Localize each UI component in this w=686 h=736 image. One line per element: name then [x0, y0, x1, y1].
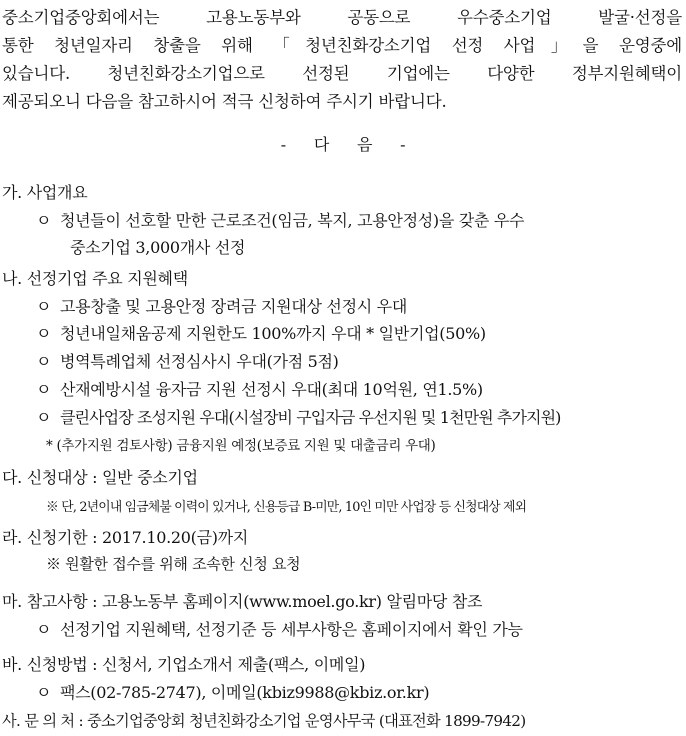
bullet-icon: ㅇ	[36, 352, 52, 371]
intro-line-3: 있습니다. 청년친화강소기업으로 선정된 기업에는 다양한 정부지원혜택이	[2, 64, 682, 83]
section-ma-item	[36, 617, 523, 640]
section-na-item-text: 고용창출 및 고용안정 장려금 지원대상 선정시 우대	[60, 297, 407, 316]
section-ga-item-text: 청년들이 선호할 만한 근로조건(임금, 복지, 고용안정성)을 갖춘 우수	[60, 211, 525, 230]
section-ba-item	[36, 680, 429, 703]
section-ga-title: 가. 사업개요	[2, 183, 88, 202]
section-na-item-text: 산재예방시설 융자금 지원 선정시 우대(최대 10억원, 연1.5%)	[60, 380, 483, 399]
section-ra-note: ※ 원활한 접수를 위해 조속한 신청 요청	[46, 555, 301, 573]
bullet-icon: ㅇ	[36, 408, 51, 427]
intro-line-4: 제공되오니 다음을 참고하시어 적극 신청하여 주시기 바랍니다.	[2, 92, 447, 111]
section-ra-title: 라. 신청기한 : 2017.10.20(금)까지	[2, 528, 248, 547]
section-na-title: 나. 선정기업 주요 지원혜택	[2, 269, 188, 288]
section-na-item-text: 클린사업장 조성지원 우대(시설장비 구입자금 우선지원 및 1천만원 추가지원)	[60, 408, 561, 427]
section-na-item-text: 병역특례업체 선정심사시 우대(가점 5점)	[60, 352, 339, 371]
section-na-item-text: 청년내일채움공제 지원한도 100%까지 우대 * 일반기업(50%)	[60, 324, 486, 343]
section-sa-title: 사. 문 의 처 : 중소기업중앙회 청년친화강소기업 운영사무국 (대표전화 1899-7942)	[2, 712, 526, 730]
bullet-icon: ㅇ	[36, 297, 52, 316]
section-na-note: * (추가지원 검토사항) 금융지원 예정(보증료 지원 및 대출금리 우대)	[46, 438, 436, 454]
section-na-item	[36, 377, 483, 400]
section-ga-item-cont: 중소기업 3,000개사 선정	[70, 238, 246, 257]
divider-dash-right: -	[400, 135, 406, 154]
bullet-icon: ㅇ	[36, 211, 52, 230]
section-ma-title: 마. 참고사항 : 고용노동부 홈페이지(www.moel.go.kr) 알림마당 참조	[2, 592, 483, 611]
section-ma-item-text: 선정기업 지원혜택, 선정기준 등 세부사항은 홈페이지에서 확인 가능	[60, 620, 523, 639]
intro-line-1: 중소기업중앙회에서는 고용노동부와 공동으로 우수중소기업 발굴·선정을	[2, 8, 682, 27]
section-da-title: 다. 신청대상 : 일반 중소기업	[2, 468, 198, 487]
bullet-icon: ㅇ	[36, 683, 52, 702]
section-na-item	[36, 349, 339, 372]
divider-heading	[0, 132, 686, 155]
bullet-icon: ㅇ	[36, 620, 52, 639]
section-na-item	[36, 405, 561, 428]
section-ba-title: 바. 신청방법 : 신청서, 기업소개서 제출(팩스, 이메일)	[2, 655, 366, 674]
section-ba-item-text: 팩스(02-785-2747), 이메일(kbiz9988@kbiz.or.kr)	[60, 683, 430, 702]
divider-dash-left: -	[280, 135, 286, 154]
section-na-item	[36, 321, 486, 344]
section-da-note: ※ 단, 2년이내 임금체불 이력이 있거나, 신용등급 B-미만, 10인 미만 사업장 등 신청대상 제외	[46, 500, 527, 515]
intro-paragraph	[2, 4, 682, 116]
bullet-icon: ㅇ	[36, 380, 52, 399]
intro-line-2: 통한 청년일자리 창출을 위해 「청년친화강소기업 선정 사업」을 운영중에	[2, 36, 682, 55]
section-ga-item	[36, 208, 524, 231]
bullet-icon: ㅇ	[36, 324, 52, 343]
divider-word-2: 음	[357, 135, 373, 154]
section-na-item	[36, 294, 407, 317]
divider-word-1: 다	[313, 135, 329, 154]
